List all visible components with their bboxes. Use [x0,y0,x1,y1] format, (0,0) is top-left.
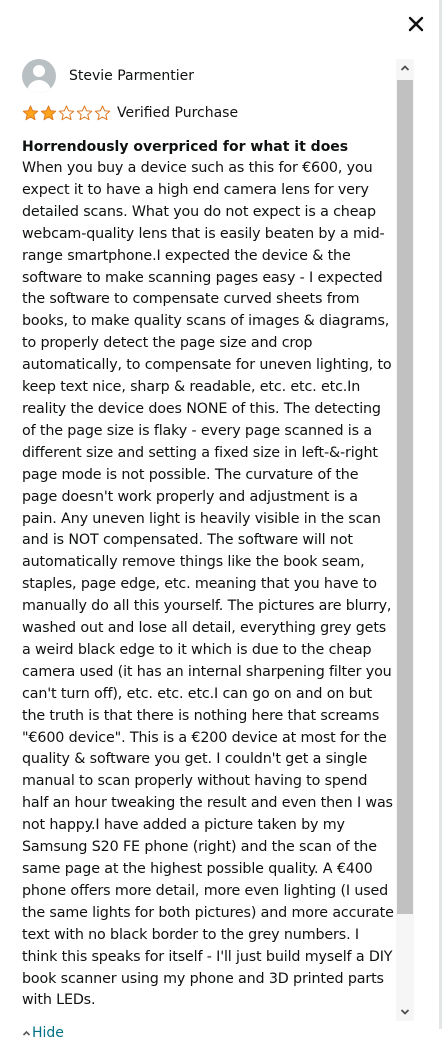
user-avatar-icon [22,59,56,93]
review-content [22,58,396,1044]
scroll-down-arrow-icon [400,1008,410,1016]
scrollbar-thumb[interactable] [397,80,413,914]
rating-row [22,102,396,124]
close-button[interactable] [402,10,430,38]
scroll-down-button[interactable] [396,1003,414,1021]
star-filled-icon [22,105,39,121]
caret-up-icon [22,1029,31,1037]
star-filled-icon [40,105,57,121]
hide-review-link[interactable] [22,1022,396,1044]
reviewer-name[interactable]: Stevie Parmentier [69,68,195,84]
scroll-up-button[interactable] [396,59,414,77]
scroll-up-arrow-icon [400,64,410,72]
verified-purchase-badge: Verified Purchase [117,105,239,121]
scrollbar[interactable] [396,59,414,1021]
close-icon [408,16,424,32]
star-rating[interactable] [22,105,112,121]
review-body: When you buy a device such as this for €600, you expect it to have a high end camera lens for very detailed scans. What you do not expect is a cheap webcam-quality lens that is easily beaten by a mid-range smartphone.I expected the device & the software to make scanning pages easy - I expected the software to compensate curved sheets from books, to make quality scans of images & diagrams, to properly detect the page size and crop automatically, to compensate for uneven lighting, to keep text nice, sharp & readable, etc. etc. etc.In reality the device does NONE of this. The detecting of the page size is flaky - every page scanned is a different size and setting a fixed size in left-&-right page mode is not possible. The curvature of the page doesn't work properly and adjustment is a pain. Any uneven light is heavily visible in the scan and is NOT compensated. The software will not automatically remove things like the book seam, staples, page edge, etc. meaning that you have to manually do all this yourself. The pictures are blurry, washed out and lose all detail, everything grey gets a weird black edge to it which is due to the cheap camera used (it has an internal sharpening filter you can't turn off), etc. etc. etc.I can go on and on but the truth is that there is nothing here that screams "€600 device". This is a €200 device at most for the quality & software you get. I couldn't get a single manual to scan properly without having to spend half an hour tweaking the result and even then I was not happy.I have added a picture taken by my Samsung S20 FE phone (right) and the scan of the same page at the highest possible quality. A €400 phone offers more detail, more even lighting (I used the same lights for both pictures) and more accurate text with no black border to the grey numbers. I think this speaks for itself - I'll just build myself a DIY book scanner using my phone and 3D printed parts with LEDs. [22,160,394,1009]
star-empty-icon [58,105,75,121]
hide-label[interactable]: Hide [32,1025,64,1042]
reviewer-profile[interactable] [22,58,396,94]
review-title: Horrendously overpriced for what it does [22,139,349,155]
star-empty-icon [94,105,111,121]
star-empty-icon [76,105,93,121]
